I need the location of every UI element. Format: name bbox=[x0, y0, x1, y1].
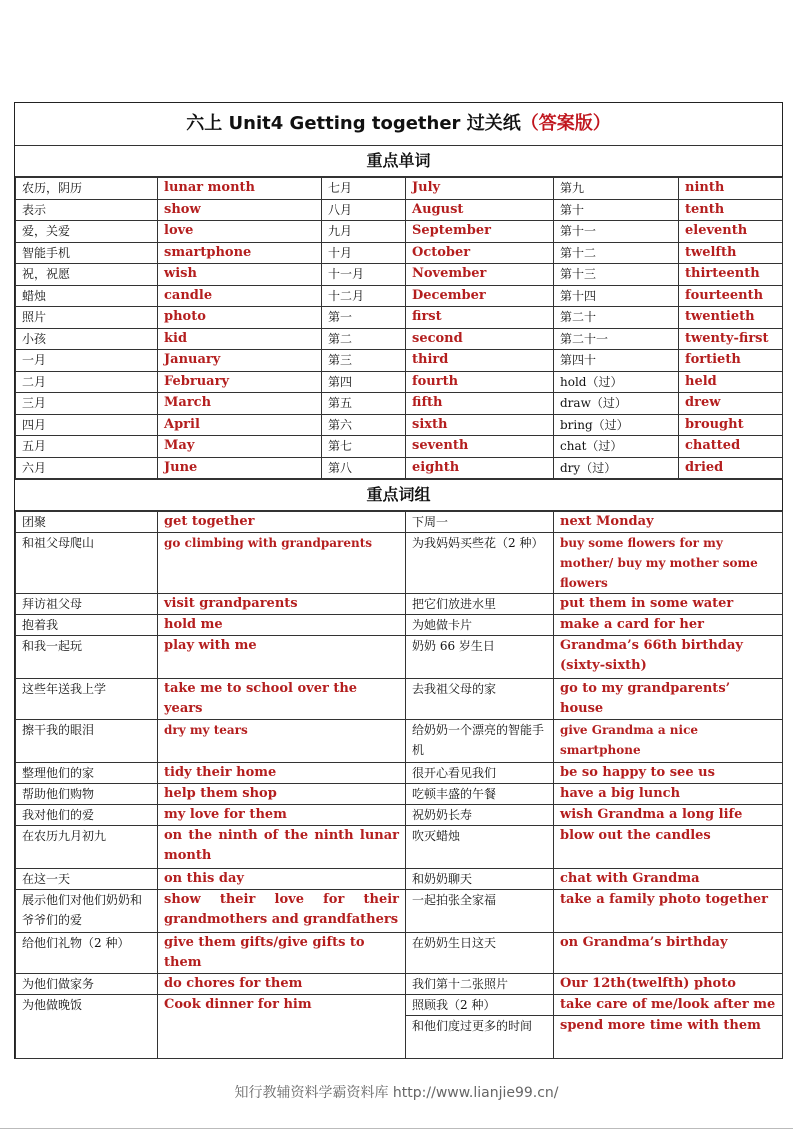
phrase-prompt: 很开心看见我们 bbox=[406, 763, 554, 784]
phrase-prompt: 在奶奶生日这天 bbox=[406, 933, 554, 974]
phrase-answer: go to my grandparents’ house bbox=[554, 679, 783, 720]
vocab-prompt: 智能手机 bbox=[16, 242, 158, 264]
vocab-prompt: 第八 bbox=[322, 457, 406, 479]
phrase-row bbox=[16, 679, 783, 720]
phrase-prompt: 整理他们的家 bbox=[16, 763, 158, 784]
vocab-row bbox=[16, 371, 783, 393]
phrase-prompt: 给他们礼物（2 种） bbox=[16, 933, 158, 974]
vocab-prompt: 表示 bbox=[16, 199, 158, 221]
vocab-row bbox=[16, 350, 783, 372]
phrase-answer: on Grandma’s birthday bbox=[554, 933, 783, 974]
vocab-prompt: 第二 bbox=[322, 328, 406, 350]
vocab-row bbox=[16, 285, 783, 307]
page-bottom-divider bbox=[0, 1128, 793, 1129]
section-heading-phrases: 重点词组 bbox=[15, 480, 782, 511]
vocab-prompt: 第十二 bbox=[554, 242, 679, 264]
vocab-answer: March bbox=[158, 393, 322, 415]
phrase-answer: play with me bbox=[158, 636, 406, 679]
phrase-prompt: 帮助他们购物 bbox=[16, 784, 158, 805]
vocab-row bbox=[16, 199, 783, 221]
phrase-prompt: 奶奶 66 岁生日 bbox=[406, 636, 554, 679]
vocab-answer: October bbox=[406, 242, 554, 264]
vocab-answer: June bbox=[158, 457, 322, 479]
vocab-prompt: chat（过） bbox=[554, 436, 679, 458]
vocab-prompt: 第十四 bbox=[554, 285, 679, 307]
vocab-prompt: 蜡烛 bbox=[16, 285, 158, 307]
vocab-prompt: 二月 bbox=[16, 371, 158, 393]
vocab-prompt: bring（过） bbox=[554, 414, 679, 436]
vocab-answer: love bbox=[158, 221, 322, 243]
vocab-answer: fourteenth bbox=[679, 285, 783, 307]
vocab-prompt: 第七 bbox=[322, 436, 406, 458]
vocab-answer: held bbox=[679, 371, 783, 393]
phrase-answer: get together bbox=[158, 512, 406, 533]
vocab-answer: July bbox=[406, 178, 554, 200]
phrase-prompt: 吃顿丰盛的午餐 bbox=[406, 784, 554, 805]
phrase-prompt: 照顾我（2 种） bbox=[406, 995, 554, 1016]
vocab-prompt: hold（过） bbox=[554, 371, 679, 393]
vocab-answer: wish bbox=[158, 264, 322, 286]
vocab-prompt: 七月 bbox=[322, 178, 406, 200]
phrase-header-table bbox=[15, 479, 782, 511]
phrase-answer: Our 12th(twelfth) photo bbox=[554, 974, 783, 995]
vocab-answer: lunar month bbox=[158, 178, 322, 200]
phrase-row bbox=[16, 720, 783, 763]
vocab-answer: fortieth bbox=[679, 350, 783, 372]
phrase-answer: help them shop bbox=[158, 784, 406, 805]
phrase-row bbox=[16, 805, 783, 826]
vocab-answer: show bbox=[158, 199, 322, 221]
vocab-prompt: 第五 bbox=[322, 393, 406, 415]
vocab-answer: dried bbox=[679, 457, 783, 479]
phrase-prompt: 和祖父母爬山 bbox=[16, 533, 158, 594]
vocab-answer: November bbox=[406, 264, 554, 286]
title-answer-tag: （答案版） bbox=[520, 113, 611, 134]
vocab-prompt: dry（过） bbox=[554, 457, 679, 479]
phrase-prompt: 一起拍张全家福 bbox=[406, 890, 554, 933]
vocab-row bbox=[16, 457, 783, 479]
phrase-answer: take a family photo together bbox=[554, 890, 783, 933]
vocab-answer: brought bbox=[679, 414, 783, 436]
phrase-answer: visit grandparents bbox=[158, 594, 406, 615]
phrase-answer: give them gifts/give gifts to them bbox=[158, 933, 406, 974]
phrase-answer: show their love for their grandmothers and grandfathers bbox=[158, 890, 406, 933]
section-heading-words: 重点单词 bbox=[15, 146, 782, 177]
vocab-answer: photo bbox=[158, 307, 322, 329]
phrase-prompt: 去我祖父母的家 bbox=[406, 679, 554, 720]
vocab-answer: sixth bbox=[406, 414, 554, 436]
phrase-row bbox=[16, 890, 783, 933]
phrase-prompt: 为她做卡片 bbox=[406, 615, 554, 636]
vocab-prompt: 小孩 bbox=[16, 328, 158, 350]
phrase-prompt: 抱着我 bbox=[16, 615, 158, 636]
phrase-answer: next Monday bbox=[554, 512, 783, 533]
vocab-answer: August bbox=[406, 199, 554, 221]
vocab-prompt: 第六 bbox=[322, 414, 406, 436]
title-text: 六上 Unit4 Getting together 过关纸 bbox=[186, 113, 521, 134]
phrase-row bbox=[16, 784, 783, 805]
vocab-answer: December bbox=[406, 285, 554, 307]
vocab-row bbox=[16, 436, 783, 458]
phrase-answer: Grandma’s 66th birthday (sixty-sixth) bbox=[554, 636, 783, 679]
vocab-row bbox=[16, 221, 783, 243]
vocab-answer: April bbox=[158, 414, 322, 436]
vocab-answer: May bbox=[158, 436, 322, 458]
vocab-answer: drew bbox=[679, 393, 783, 415]
phrase-answer: blow out the candles bbox=[554, 826, 783, 869]
vocab-prompt: 照片 bbox=[16, 307, 158, 329]
vocab-row bbox=[16, 393, 783, 415]
vocab-answer: January bbox=[158, 350, 322, 372]
vocab-answer: seventh bbox=[406, 436, 554, 458]
vocab-prompt: 一月 bbox=[16, 350, 158, 372]
phrase-answer: do chores for them bbox=[158, 974, 406, 995]
vocab-answer: eighth bbox=[406, 457, 554, 479]
phrase-prompt: 在农历九月初九 bbox=[16, 826, 158, 869]
phrase-answer: wish Grandma a long life bbox=[554, 805, 783, 826]
phrase-answer: chat with Grandma bbox=[554, 869, 783, 890]
phrase-prompt: 和奶奶聊天 bbox=[406, 869, 554, 890]
phrase-prompt: 团聚 bbox=[16, 512, 158, 533]
vocab-prompt: draw（过） bbox=[554, 393, 679, 415]
vocab-prompt: 八月 bbox=[322, 199, 406, 221]
phrase-prompt: 和他们度过更多的时间 bbox=[406, 1016, 554, 1059]
phrase-answer: give Grandma a nice smartphone bbox=[554, 720, 783, 763]
vocab-answer: second bbox=[406, 328, 554, 350]
phrase-answer: hold me bbox=[158, 615, 406, 636]
vocab-prompt: 第二十一 bbox=[554, 328, 679, 350]
vocab-prompt: 十二月 bbox=[322, 285, 406, 307]
phrase-prompt: 擦干我的眼泪 bbox=[16, 720, 158, 763]
phrase-answer: my love for them bbox=[158, 805, 406, 826]
vocab-answer: fourth bbox=[406, 371, 554, 393]
phrase-answer: tidy their home bbox=[158, 763, 406, 784]
phrase-prompt: 拜访祖父母 bbox=[16, 594, 158, 615]
vocab-row bbox=[16, 414, 783, 436]
phrase-answer: buy some flowers for my mother/ buy my mother some flowers bbox=[554, 533, 783, 594]
page-title bbox=[15, 103, 782, 146]
vocab-answer: tenth bbox=[679, 199, 783, 221]
vocab-prompt: 九月 bbox=[322, 221, 406, 243]
phrase-row bbox=[16, 933, 783, 974]
phrase-answer: spend more time with them bbox=[554, 1016, 783, 1059]
phrase-answer: on the ninth of the ninth lunar month bbox=[158, 826, 406, 869]
vocab-answer: twelfth bbox=[679, 242, 783, 264]
phrase-row bbox=[16, 533, 783, 594]
vocab-answer: kid bbox=[158, 328, 322, 350]
vocab-prompt: 四月 bbox=[16, 414, 158, 436]
phrase-row bbox=[16, 615, 783, 636]
vocab-answer: twentieth bbox=[679, 307, 783, 329]
vocab-answer: first bbox=[406, 307, 554, 329]
phrase-prompt: 我对他们的爱 bbox=[16, 805, 158, 826]
phrase-answer: take care of me/look after me bbox=[554, 995, 783, 1016]
vocab-prompt: 第一 bbox=[322, 307, 406, 329]
vocab-row bbox=[16, 328, 783, 350]
phrase-prompt: 为他做晚饭 bbox=[16, 995, 158, 1059]
vocab-prompt: 第三 bbox=[322, 350, 406, 372]
phrase-prompt: 展示他们对他们奶奶和爷爷们的爱 bbox=[16, 890, 158, 933]
watermark: 知行教辅资料学霸资料库 http://www.lianjie99.cn/ bbox=[234, 1085, 559, 1101]
phrase-answer: make a card for her bbox=[554, 615, 783, 636]
vocab-prompt: 五月 bbox=[16, 436, 158, 458]
phrase-row bbox=[16, 636, 783, 679]
vocab-prompt: 第二十 bbox=[554, 307, 679, 329]
vocab-answer: eleventh bbox=[679, 221, 783, 243]
vocab-prompt: 三月 bbox=[16, 393, 158, 415]
phrase-answer: Cook dinner for him bbox=[158, 995, 406, 1059]
vocab-row bbox=[16, 178, 783, 200]
phrase-answer: have a big lunch bbox=[554, 784, 783, 805]
worksheet bbox=[14, 102, 783, 1059]
phrase-prompt: 祝奶奶长寿 bbox=[406, 805, 554, 826]
vocab-prompt: 农历，阴历 bbox=[16, 178, 158, 200]
vocab-row bbox=[16, 242, 783, 264]
phrase-prompt: 我们第十二张照片 bbox=[406, 974, 554, 995]
phrase-row bbox=[16, 594, 783, 615]
phrase-row bbox=[16, 512, 783, 533]
vocab-answer: February bbox=[158, 371, 322, 393]
vocab-prompt: 祝，祝愿 bbox=[16, 264, 158, 286]
phrase-row bbox=[16, 763, 783, 784]
vocab-answer: fifth bbox=[406, 393, 554, 415]
vocab-prompt: 十一月 bbox=[322, 264, 406, 286]
phrase-table bbox=[15, 511, 783, 1059]
vocab-answer: ninth bbox=[679, 178, 783, 200]
phrase-prompt: 在这一天 bbox=[16, 869, 158, 890]
phrase-row bbox=[16, 974, 783, 995]
vocab-prompt: 第十一 bbox=[554, 221, 679, 243]
phrase-answer: take me to school over the years bbox=[158, 679, 406, 720]
phrase-prompt: 这些年送我上学 bbox=[16, 679, 158, 720]
vocab-answer: third bbox=[406, 350, 554, 372]
header-table bbox=[15, 103, 782, 177]
phrase-answer: on this day bbox=[158, 869, 406, 890]
vocab-answer: candle bbox=[158, 285, 322, 307]
phrase-prompt: 和我一起玩 bbox=[16, 636, 158, 679]
vocab-answer: September bbox=[406, 221, 554, 243]
vocab-answer: thirteenth bbox=[679, 264, 783, 286]
phrase-answer: dry my tears bbox=[158, 720, 406, 763]
vocab-prompt: 第十三 bbox=[554, 264, 679, 286]
vocab-answer: twenty-first bbox=[679, 328, 783, 350]
vocab-prompt: 第九 bbox=[554, 178, 679, 200]
phrase-row bbox=[16, 826, 783, 869]
vocab-prompt: 六月 bbox=[16, 457, 158, 479]
vocab-row bbox=[16, 264, 783, 286]
phrase-answer: be so happy to see us bbox=[554, 763, 783, 784]
phrase-prompt: 把它们放进水里 bbox=[406, 594, 554, 615]
vocab-prompt: 十月 bbox=[322, 242, 406, 264]
vocab-table bbox=[15, 177, 783, 479]
phrase-prompt: 为他们做家务 bbox=[16, 974, 158, 995]
vocab-row bbox=[16, 307, 783, 329]
vocab-answer: chatted bbox=[679, 436, 783, 458]
phrase-answer: go climbing with grandparents bbox=[158, 533, 406, 594]
phrase-row bbox=[16, 995, 783, 1016]
phrase-prompt: 为我妈妈买些花（2 种） bbox=[406, 533, 554, 594]
vocab-prompt: 爱，关爱 bbox=[16, 221, 158, 243]
vocab-prompt: 第四十 bbox=[554, 350, 679, 372]
phrase-row bbox=[16, 869, 783, 890]
vocab-prompt: 第十 bbox=[554, 199, 679, 221]
phrase-prompt: 下周一 bbox=[406, 512, 554, 533]
phrase-prompt: 给奶奶一个漂亮的智能手机 bbox=[406, 720, 554, 763]
vocab-answer: smartphone bbox=[158, 242, 322, 264]
phrase-prompt: 吹灭蜡烛 bbox=[406, 826, 554, 869]
phrase-answer: put them in some water bbox=[554, 594, 783, 615]
vocab-prompt: 第四 bbox=[322, 371, 406, 393]
